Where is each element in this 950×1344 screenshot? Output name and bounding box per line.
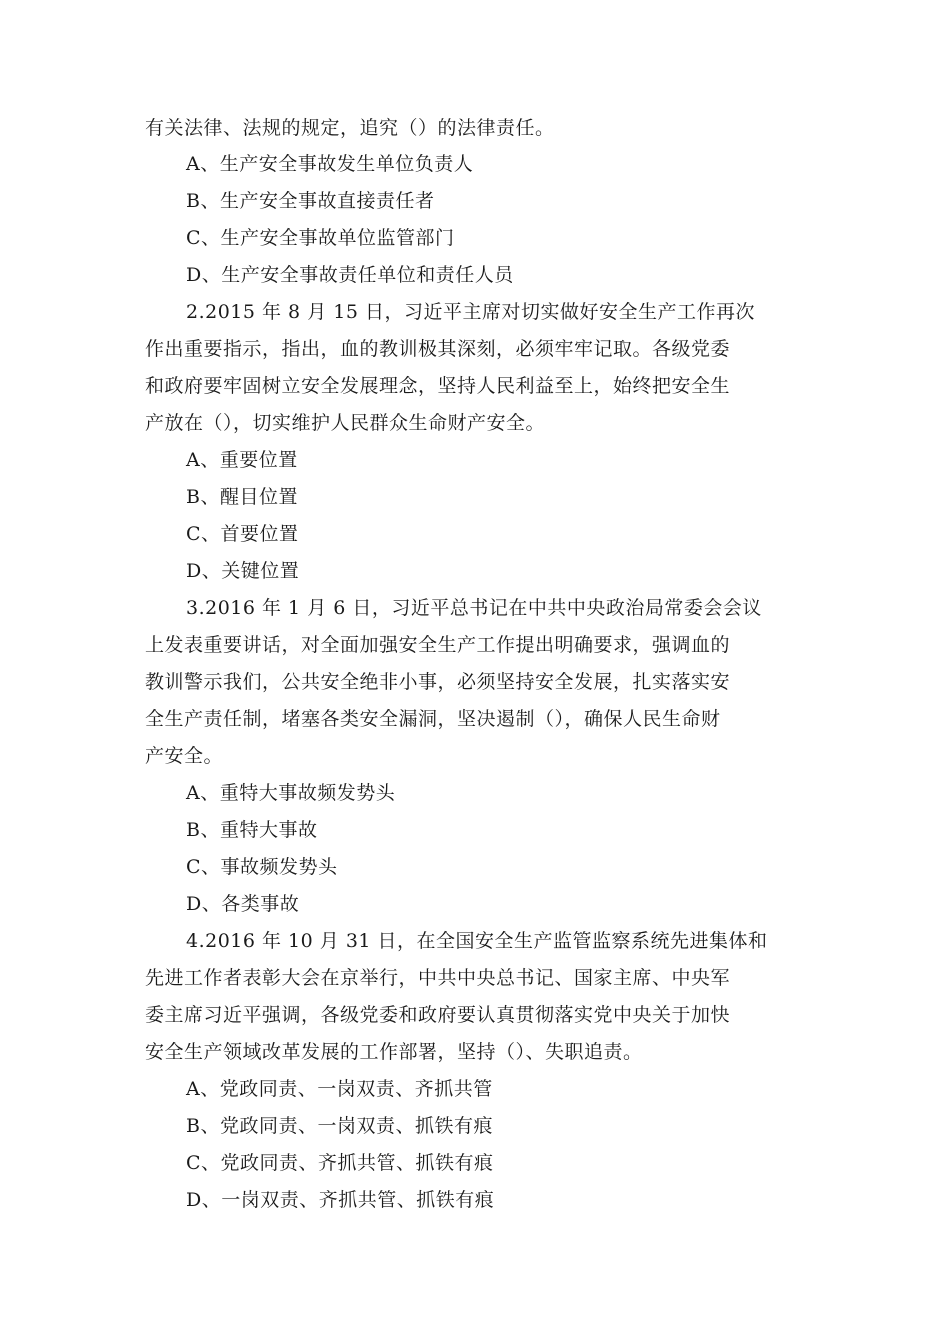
q4-stem-line-4: 安全生产领域改革发展的工作部署，坚持（）、失职追责。 <box>145 1041 643 1063</box>
q4-option-a: A、党政同责、一岗双责、齐抓共管 <box>186 1078 493 1100</box>
q2-option-c: C、首要位置 <box>186 523 299 545</box>
q3-option-a: A、重特大事故频发势头 <box>186 782 396 804</box>
q2-option-b: B、醒目位置 <box>186 486 298 508</box>
q1-option-a: A、生产安全事故发生单位负责人 <box>186 153 474 175</box>
q4-option-b: B、党政同责、一岗双责、抓铁有痕 <box>186 1115 493 1137</box>
q2-option-a: A、重要位置 <box>186 449 298 471</box>
q1-option-b: B、生产安全事故直接责任者 <box>186 190 435 212</box>
q2-option-d: D、关键位置 <box>186 560 300 582</box>
q4-option-d: D、一岗双责、齐抓共管、抓铁有痕 <box>186 1189 495 1211</box>
q3-stem-line-4: 全生产责任制，堵塞各类安全漏洞，坚决遏制（），确保人民生命财 <box>145 708 721 730</box>
q3-stem-line-3: 教训警示我们，公共安全绝非小事，必须坚持安全发展，扎实落实安 <box>145 671 731 693</box>
q2-stem-line-1: 2.2015 年 8 月 15 日，习近平主席对切实做好安全生产工作再次 <box>186 301 755 323</box>
q2-stem-line-2: 作出重要指示，指出，血的教训极其深刻，必须牢牢记取。各级党委 <box>145 338 731 360</box>
q4-stem-line-2: 先进工作者表彰大会在京举行，中共中央总书记、国家主席、中央军 <box>145 967 731 989</box>
q4-option-c: C、党政同责、齐抓共管、抓铁有痕 <box>186 1152 494 1174</box>
q2-stem-line-3: 和政府要牢固树立安全发展理念，坚持人民利益至上，始终把安全生 <box>145 375 731 397</box>
q4-stem-line-1: 4.2016 年 10 月 31 日，在全国安全生产监管监察系统先进集体和 <box>186 930 768 952</box>
q1-option-c: C、生产安全事故单位监管部门 <box>186 227 455 249</box>
q3-option-b: B、重特大事故 <box>186 819 318 841</box>
q4-stem-line-3: 委主席习近平强调，各级党委和政府要认真贯彻落实党中央关于加快 <box>145 1004 731 1026</box>
q3-option-c: C、事故频发势头 <box>186 856 338 878</box>
q2-stem-line-4: 产放在（），切实维护人民群众生命财产安全。 <box>145 412 546 434</box>
q3-stem-line-5: 产安全。 <box>145 745 224 767</box>
q1-option-d: D、生产安全事故责任单位和责任人员 <box>186 264 514 286</box>
q3-stem-line-2: 上发表重要讲话，对全面加强安全生产工作提出明确要求，强调血的 <box>145 634 731 656</box>
q3-stem-line-1: 3.2016 年 1 月 6 日，习近平总书记在中共中央政治局常委会会议 <box>186 597 762 619</box>
q1-stem-tail: 有关法律、法规的规定，追究（）的法律责任。 <box>145 117 555 139</box>
q3-option-d: D、各类事故 <box>186 893 300 915</box>
